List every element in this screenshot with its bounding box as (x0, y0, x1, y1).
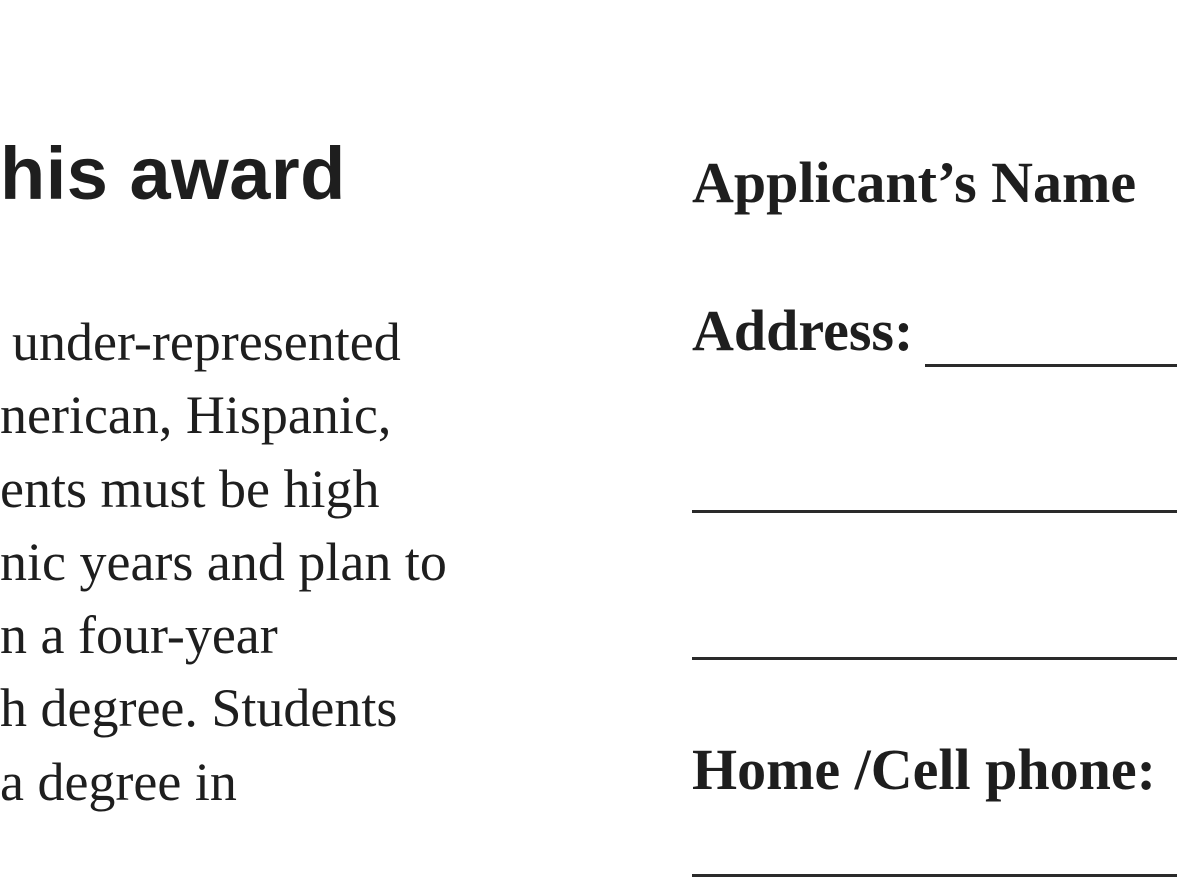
address-label: Address: (692, 298, 914, 363)
paragraph-line: a degree in (0, 751, 237, 812)
paragraph-line: nic years and plan to (0, 531, 447, 592)
address-line-2-field[interactable] (692, 510, 1177, 513)
applicant-name-label: Applicant’s Name (692, 150, 1137, 215)
section-heading: his award (0, 132, 346, 215)
phone-field[interactable] (692, 874, 1177, 877)
paragraph-line: ents must be high (0, 458, 380, 519)
paragraph-line: under-represented (12, 312, 401, 372)
paragraph-line: nerican, Hispanic, (0, 385, 392, 446)
phone-label: Home /Cell phone: (692, 737, 1156, 802)
address-line-3-field[interactable] (692, 657, 1177, 660)
paragraph-line: n a four-year (0, 605, 278, 666)
paragraph-line: h degree. Students (0, 678, 398, 739)
eligibility-paragraph (0, 306, 447, 819)
address-line-1-field[interactable] (925, 364, 1177, 367)
